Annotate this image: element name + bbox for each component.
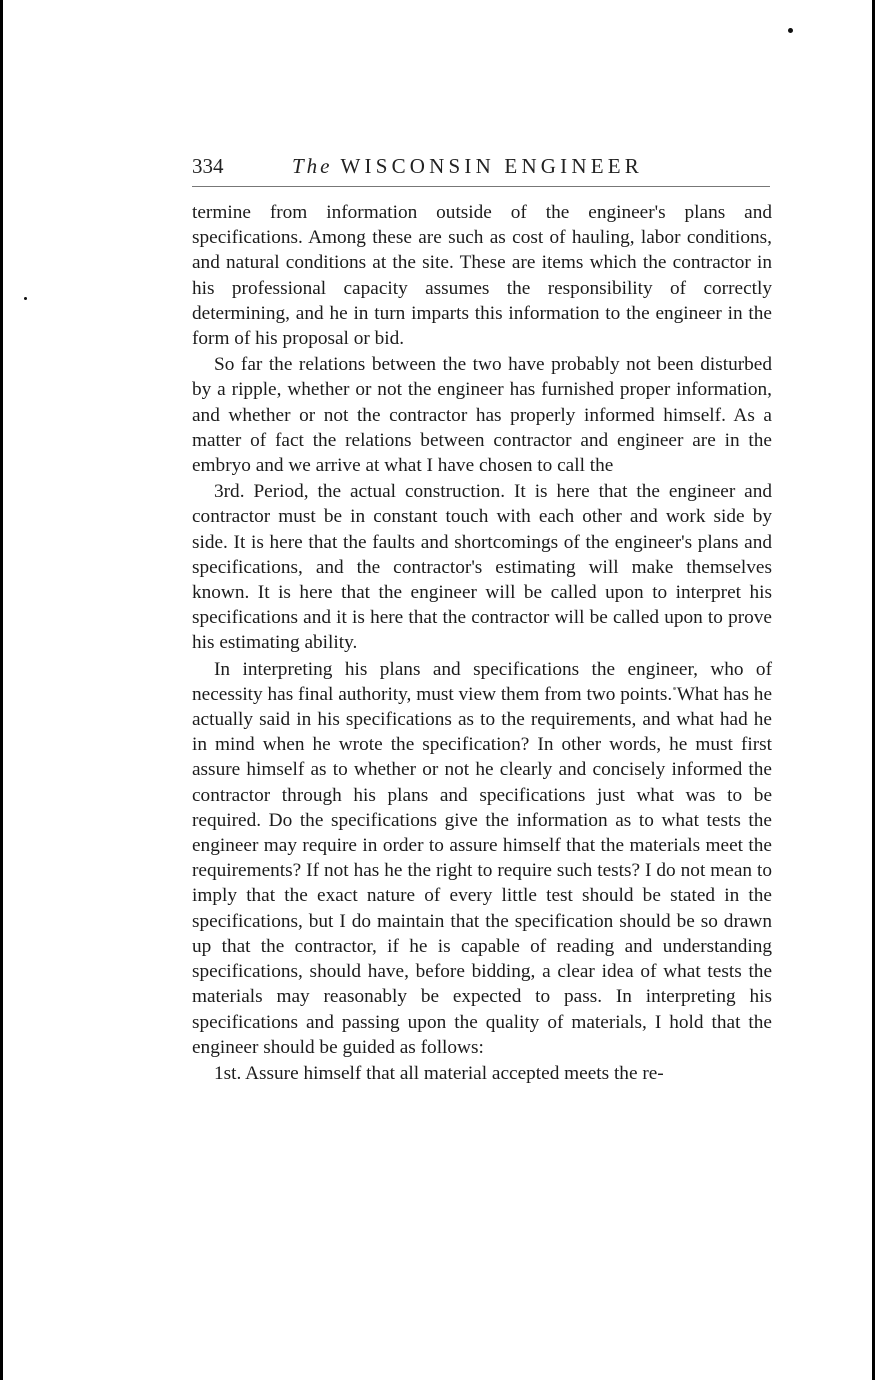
paragraph: 1st. Assure himself that all material accepted meets the re- xyxy=(214,1062,664,1084)
paragraph: In interpreting his plans and specifications the engineer, who of necessity has final authority, must view them from two points. What has he actually said in his specifications as to the requirements, and what had he in mind when he wrote the specification? In other words, he must first assure himself as to whether or not he clearly and concisely informed the contractor through his plans and specifications just what was to be required. Do the specifications give the information as to what tests the engineer may require in order to assure himself that the materials meet the requirements? If not has he the right to require such tests? I do not mean to imply that the exact nature of every little test should be stated in the specifications, but I do maintain that the specification should be so drawn up that the contractor, if he is capable of reading and understanding specifications, should have, before bidding, a clear idea of what tests the materials may reasonably be expected to pass. In interpreting his specifications and passing upon the quality of materials, I hold that the engineer should be guided as follows: xyxy=(192,658,772,1058)
journal-title-article: The xyxy=(292,154,333,178)
page-number: 334 xyxy=(192,154,224,178)
journal-title xyxy=(292,154,643,179)
header-rule xyxy=(192,186,770,187)
scan-border-left xyxy=(0,0,3,1380)
paragraph: So far the relations between the two have probably not been disturbed by a ripple, whether or not the engineer has furnished proper information, and whether or not the contractor has properly informed himself. As a matter of fact the relations between contractor and engineer are in the embryo and we arrive at what I have chosen to call the xyxy=(192,354,772,477)
scan-speck xyxy=(788,28,793,33)
running-header xyxy=(192,150,772,184)
paragraph-continued: termine from information outside of the engineer's plans and specifications. Among these are such as cost of hauling, labor conditions, and natural conditions at the site. These are items which the contractor in his professional capacity assumes the responsibility of correctly determining, and he in turn imparts this information to the engineer in the form of his proposal or bid. xyxy=(192,202,772,350)
journal-title-name: WISCONSIN ENGINEER xyxy=(340,154,643,178)
paragraph: 3rd. Period, the actual construction. It is here that the engineer and contractor must be in constant touch with each other and work side by side. It is here that the faults and shortcomings of the engineer's plans and specifications, and the contractor's estimating will make themselves known. It is here that the engineer will be called upon to interpret his specifications and it is here that the contractor will be called upon to prove his estimating ability. xyxy=(192,481,772,654)
scan-speck xyxy=(24,297,27,300)
article-body xyxy=(192,200,772,1087)
